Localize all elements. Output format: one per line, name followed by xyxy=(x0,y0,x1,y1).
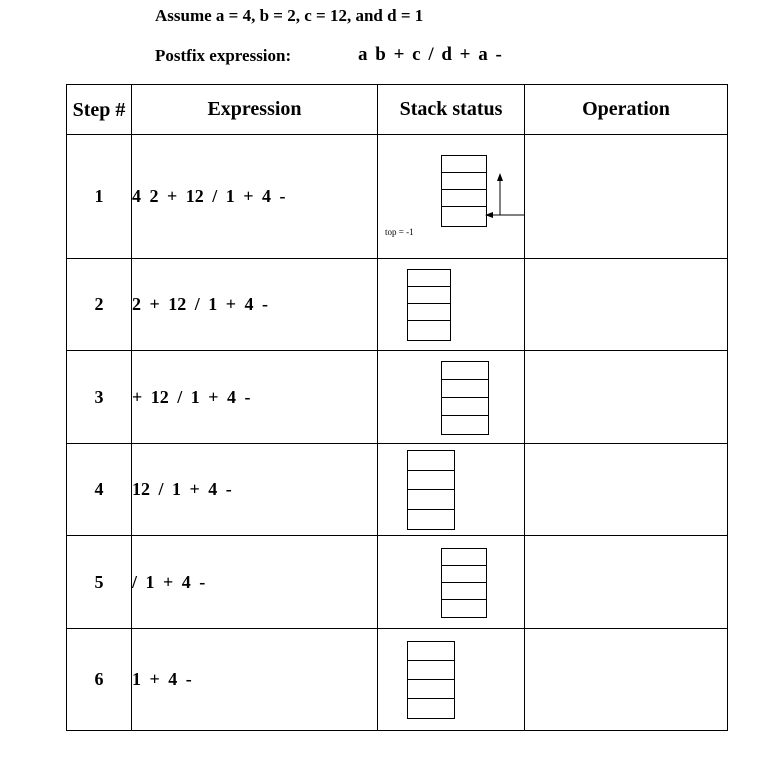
evaluation-table xyxy=(66,84,728,731)
expression-cell: + 12 / 1 + 4 - xyxy=(132,351,378,444)
assumption-text: Assume a = 4, b = 2, c = 12, and d = 1 xyxy=(155,6,424,25)
column-header-expression: Expression xyxy=(132,85,378,135)
top-index-label: top = -1 xyxy=(385,227,414,237)
stack-diagram xyxy=(407,641,455,719)
stack-diagram xyxy=(441,548,487,618)
operation-cell xyxy=(525,444,728,536)
expression-cell: 2 + 12 / 1 + 4 - xyxy=(132,259,378,351)
step-number: 5 xyxy=(67,536,132,629)
table-row xyxy=(67,444,728,536)
step-number: 1 xyxy=(67,135,132,259)
table-row xyxy=(67,629,728,731)
step-number: 4 xyxy=(67,444,132,536)
column-header-step: Step # xyxy=(67,85,132,135)
table-row xyxy=(67,351,728,444)
stack-status-cell xyxy=(378,259,525,351)
stack-diagram xyxy=(441,361,489,435)
step-number: 6 xyxy=(67,629,132,731)
step-number: 3 xyxy=(67,351,132,444)
top-pointer-arrow-icon xyxy=(482,171,526,221)
step-number: 2 xyxy=(67,259,132,351)
operation-cell xyxy=(525,629,728,731)
stack-status-cell xyxy=(378,351,525,444)
expression-cell: 12 / 1 + 4 - xyxy=(132,444,378,536)
stack-status-cell xyxy=(378,536,525,629)
stack-diagram xyxy=(407,269,451,341)
stack-diagram xyxy=(441,155,487,227)
stack-diagram xyxy=(407,450,455,530)
table-row xyxy=(67,536,728,629)
operation-cell xyxy=(525,536,728,629)
table-row xyxy=(67,135,728,259)
column-header-operation: Operation xyxy=(525,85,728,135)
postfix-expression: a b + c / d + a - xyxy=(358,44,502,65)
expression-cell: 4 2 + 12 / 1 + 4 - xyxy=(132,135,378,259)
table-row xyxy=(67,259,728,351)
expression-cell: / 1 + 4 - xyxy=(132,536,378,629)
stack-status-cell xyxy=(378,135,525,259)
postfix-label: Postfix expression: xyxy=(155,46,292,65)
stack-status-cell xyxy=(378,444,525,536)
operation-cell xyxy=(525,351,728,444)
operation-cell xyxy=(525,135,728,259)
column-header-stack-status: Stack status xyxy=(378,85,525,135)
stack-status-cell xyxy=(378,629,525,731)
table-header-row xyxy=(67,85,728,135)
operation-cell xyxy=(525,259,728,351)
expression-cell: 1 + 4 - xyxy=(132,629,378,731)
